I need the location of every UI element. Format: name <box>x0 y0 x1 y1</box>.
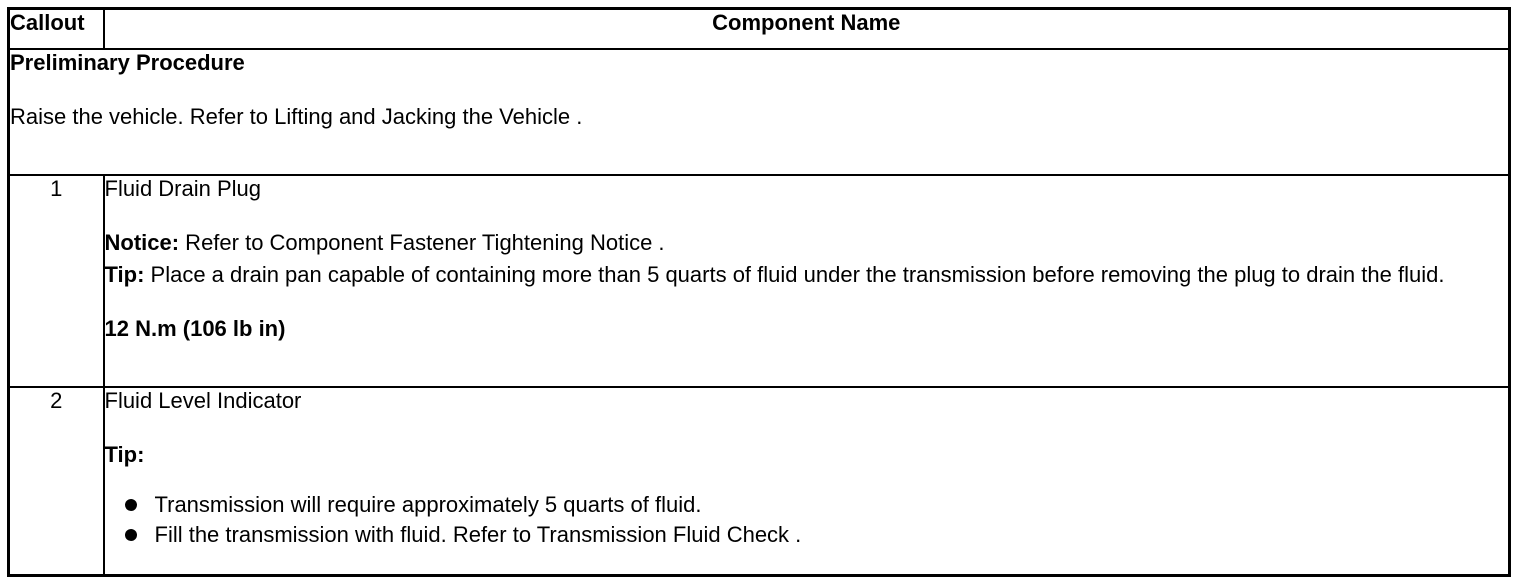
component-cell <box>104 387 1510 575</box>
preliminary-title: Preliminary Procedure <box>10 50 245 75</box>
table-row <box>9 175 1510 387</box>
notice-text: Refer to Component Fastener Tightening Notice . <box>179 230 665 255</box>
bullet-icon <box>125 529 137 541</box>
preliminary-text: Raise the vehicle. Refer to Lifting and Jacking the Vehicle . <box>10 104 583 129</box>
callout-column-header: Callout <box>9 9 104 50</box>
tip-line <box>105 262 1509 288</box>
tip-label: Tip: <box>104 442 145 467</box>
component-name-column-header: Component Name <box>104 9 1510 50</box>
preliminary-cell <box>9 49 1510 175</box>
list-item <box>123 520 1509 550</box>
bullet-text: Fill the transmission with fluid. Refer to Transmission Fluid Check . <box>154 522 802 547</box>
bullet-icon <box>125 499 137 511</box>
notice-line <box>105 230 1509 256</box>
tip-text: Place a drain pan capable of containing more than 5 quarts of fluid under the transmission before removing the plug to drain the fluid. <box>144 262 1445 287</box>
procedure-table <box>7 7 1511 577</box>
header-row <box>9 9 1510 50</box>
notice-label: Notice: <box>104 230 180 255</box>
bullet-text: Transmission will require approximately 5 quarts of fluid. <box>154 492 702 517</box>
tip-bullet-list <box>105 490 1509 550</box>
list-item <box>123 490 1509 520</box>
component-cell <box>104 175 1510 387</box>
preliminary-row <box>9 49 1510 175</box>
component-name: Fluid Drain Plug <box>104 176 262 201</box>
torque-spec: 12 N.m (106 lb in) <box>104 316 286 341</box>
component-name: Fluid Level Indicator <box>104 388 302 413</box>
tip-label: Tip: <box>104 262 145 287</box>
callout-number: 2 <box>9 387 104 575</box>
table-row <box>9 387 1510 575</box>
callout-number: 1 <box>9 175 104 387</box>
